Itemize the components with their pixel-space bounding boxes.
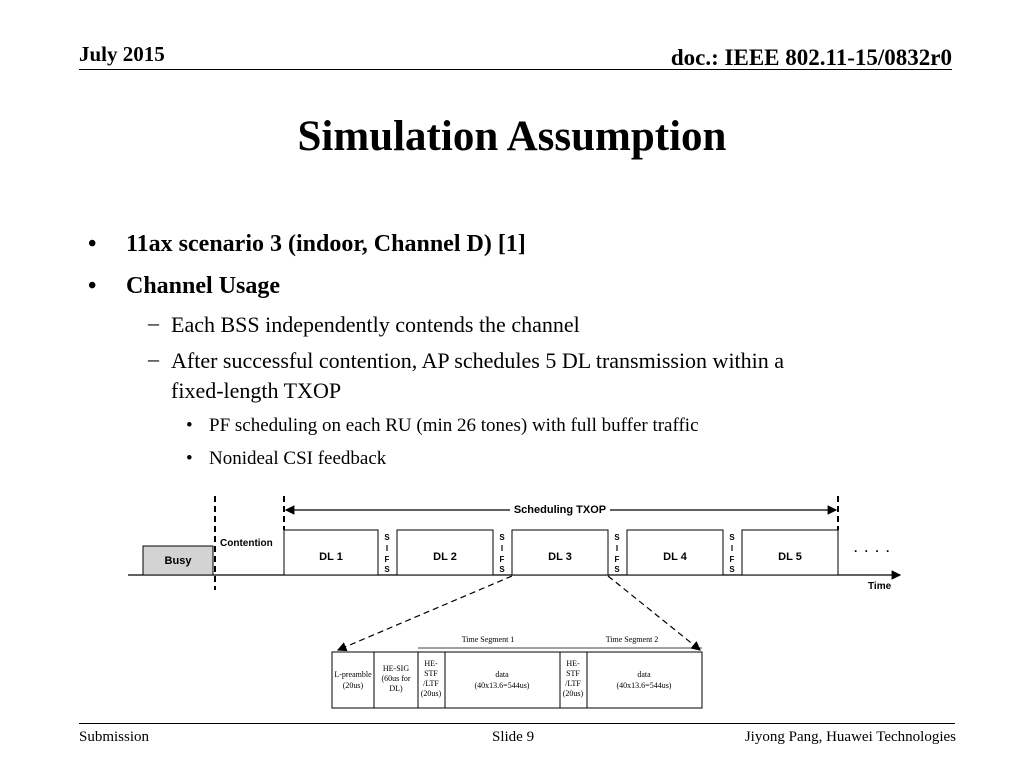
- sifs-gap-3: [614, 533, 620, 574]
- frame-data-line: data: [637, 670, 651, 679]
- sifs-gap-1: [384, 533, 390, 574]
- frame-data-line: data: [495, 670, 509, 679]
- sifs-letter: S: [499, 565, 505, 574]
- sifs-letter: I: [615, 544, 619, 553]
- sifs-letter: I: [730, 544, 734, 553]
- dl-label-2: DL 2: [433, 551, 457, 563]
- sifs-letter: F: [729, 555, 735, 564]
- sifs-gap-4: [729, 533, 735, 574]
- sifs-letter: S: [499, 533, 505, 542]
- header-date: July 2015: [79, 42, 165, 66]
- bullet-dot-icon: •: [186, 415, 193, 436]
- segment-label-1: Time Segment 1: [461, 635, 515, 644]
- frame-hestf-line: STF: [424, 669, 438, 678]
- sub-bullet-contend-text: Each BSS independently contends the channel: [171, 312, 580, 337]
- footer-divider: [79, 723, 955, 724]
- frame-hestf-line: HE-: [424, 659, 438, 668]
- frame-data-1: [445, 652, 560, 708]
- frame-hestf-line: STF: [566, 669, 580, 678]
- sub-sub-bullet-pf-text: PF scheduling on each RU (min 26 tones) with full buffer traffic: [209, 415, 699, 436]
- footer-submission: Submission: [79, 729, 150, 745]
- sifs-letter: F: [614, 555, 620, 564]
- sub-bullet-schedule-line1: After successful contention, AP schedules 5 DL transmission within a: [171, 348, 785, 373]
- header-doc-id: doc.: IEEE 802.11-15/0832r0: [670, 45, 952, 70]
- frame-hesig-line: HE-SIG: [382, 664, 410, 673]
- bullet-dot-icon: •: [88, 273, 97, 299]
- sifs-letter: S: [729, 533, 735, 542]
- bullet-dot-icon: •: [88, 231, 97, 257]
- dl-label-5: DL 5: [778, 551, 802, 563]
- bullet-dot-icon: •: [186, 448, 193, 469]
- dash-icon: –: [148, 346, 159, 371]
- frame-hestf-line: HE-: [566, 659, 580, 668]
- frame-preamble: [332, 652, 374, 708]
- bullet-channel-usage-text: Channel Usage: [126, 273, 281, 299]
- frame-hestf-line: /LTF: [565, 679, 581, 688]
- continuation-dots: . . . .: [854, 541, 892, 555]
- frame-hestf-line: (20us): [562, 689, 584, 698]
- sub-sub-bullet-csi-text: Nonideal CSI feedback: [209, 448, 387, 469]
- sifs-letter: F: [384, 555, 390, 564]
- dash-icon: –: [148, 310, 159, 335]
- dl-label-4: DL 4: [663, 551, 687, 563]
- sifs-letter: I: [385, 544, 389, 553]
- frame-hestf-line: /LTF: [423, 679, 439, 688]
- sifs-letter: I: [500, 544, 504, 553]
- frame-data-2: [587, 652, 702, 708]
- sifs-letter: S: [384, 565, 390, 574]
- sifs-letter: S: [614, 565, 620, 574]
- frame-hesig-line: DL): [389, 684, 403, 693]
- segment-label-2: Time Segment 2: [605, 635, 659, 644]
- bullet-scenario-text: 11ax scenario 3 (indoor, Channel D) [1]: [126, 231, 526, 257]
- frame-data-line: (40x13.6=544us): [474, 681, 530, 690]
- dl-label-3: DL 3: [548, 551, 572, 563]
- busy-label: Busy: [164, 555, 192, 567]
- footer-slide-number: Slide 9: [492, 729, 535, 745]
- sub-bullet-schedule-line2: fixed-length TXOP: [171, 378, 342, 403]
- frame-hesig-line: (60us for: [381, 674, 411, 683]
- sifs-letter: S: [614, 533, 620, 542]
- frame-data-line: (40x13.6=544us): [616, 681, 672, 690]
- frame-preamble-line: L-preamble: [334, 670, 372, 679]
- sifs-letter: S: [384, 533, 390, 542]
- sifs-letter: F: [499, 555, 505, 564]
- time-label: Time: [868, 581, 892, 592]
- slide-title: Simulation Assumption: [297, 113, 727, 160]
- txop-label: Scheduling TXOP: [513, 504, 607, 516]
- frame-preamble-line: (20us): [342, 681, 364, 690]
- dl-label-1: DL 1: [319, 551, 343, 563]
- sifs-gap-2: [499, 533, 505, 574]
- sifs-letter: S: [729, 565, 735, 574]
- frame-hestf-line: (20us): [420, 689, 442, 698]
- contention-label: Contention: [220, 538, 273, 549]
- footer-author: Jiyong Pang, Huawei Technologies: [744, 729, 956, 745]
